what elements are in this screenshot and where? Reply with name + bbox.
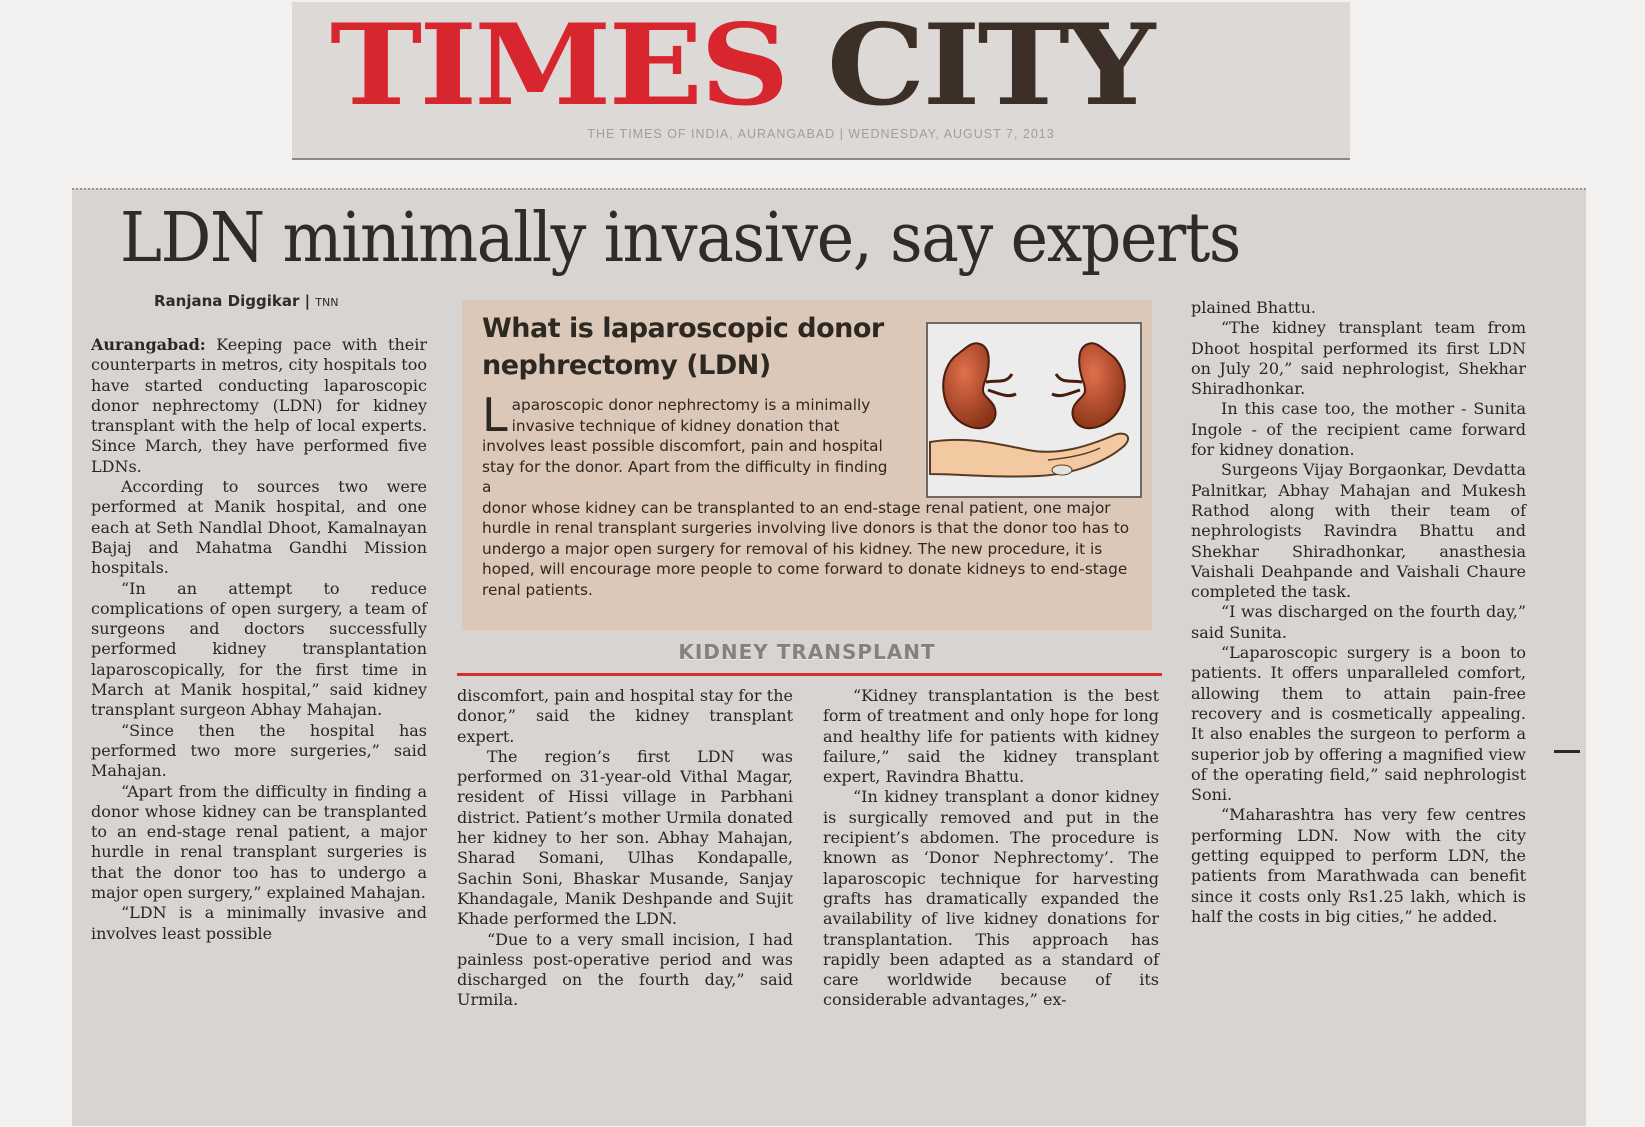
article-column-3 — [823, 686, 1159, 1011]
paragraph: In this case too, the mother - Sunita Ingole - of the recipient came forward for kidney donation. — [1191, 399, 1526, 460]
kidneys-on-hand-icon — [926, 322, 1142, 498]
paragraph: “LDN is a minimally invasive and involves least possible — [91, 903, 427, 943]
masthead — [292, 2, 1350, 160]
article-column-2 — [457, 686, 793, 1011]
paragraph: discomfort, pain and hospital stay for the donor,” said the kidney transplant expert. — [457, 686, 793, 746]
infobox-text-part1: aparoscopic donor nephrectomy is a minimally invasive technique of kidney donation that involves least possible discomfort, pain and hospital stay for the donor. Apart from the difficulty in finding a — [482, 396, 888, 496]
paragraph-text: Keeping pace with their counterparts in metros, city hospitals too have started conducting laparoscopic donor nephrectomy (LDN) for kidney transplant with the help of local experts. Since March, they have performed five LDNs. — [91, 335, 427, 476]
article-column-1 — [91, 335, 427, 944]
drop-cap: L — [482, 388, 508, 442]
byline-agency: TNN — [315, 296, 339, 309]
paragraph: “Kidney transplantation is the best form of treatment and only hope for long and healthy life for patients with kidney failure,” said the kidney transplant expert, Ravindra Bhattu. — [823, 686, 1159, 787]
paragraph: “In kidney transplant a donor kidney is surgically removed and put in the recipient’s abdomen. The procedure is known as ‘Donor Nephrectomy’. The laparoscopic technique for harvesting grafts has dramatically expanded the availability of live kidney donations for transplantation. This approach has rapidly been adapted as a standard of care worldwide because of its considerable advantages,” ex- — [823, 787, 1159, 1010]
paragraph — [91, 335, 427, 477]
paragraph: The region’s first LDN was performed on 31-year-old Vithal Magar, resident of Hissi village in Parbhani district. Patient’s mother Urmila donated her kidney to her son. Abhay Mahajan, Sharad Somani, Ulhas Kondapalle, Sachin Soni, Bhaskar Musande, Sanjay Khandagale, Manik Deshpande and Sujit Khade performed the LDN. — [457, 746, 793, 929]
article-byline: Ranjana Diggikar | TNN — [154, 292, 339, 310]
paragraph: “Since then the hospital has performed two more surgeries,” said Mahajan. — [91, 720, 427, 781]
edge-dash — [1554, 750, 1580, 753]
masthead-word-city: CITY — [826, 0, 1153, 131]
infobox-text-part2: donor whose kidney can be transplanted to an end-stage renal patient, one major hurdle in renal transplant surgeries involving live donors is that the donor too has to undergo a major open surgery for removal of his kidney. The new procedure, it is hoped, will encourage more people to come forward to donate kidneys to end-stage renal patients. — [482, 498, 1130, 599]
infobox-text-wrap — [482, 388, 892, 498]
masthead-dateline: THE TIMES OF INDIA, AURANGABAD | WEDNESDAY, AUGUST 7, 2013 — [587, 127, 1055, 141]
paragraph: “Laparoscopic surgery is a boon to patients. It offers unparalleled comfort, allowing them to attain pain-free recovery and is cosmetically appealing. It also enables the surgeon to perform a superior job by offering a magnified view of the operating field,” said nephrologist Soni. — [1191, 643, 1526, 805]
paragraph: “Maharashtra has very few centres performing LDN. Now with the city getting equipped to perform LDN, the patients from Marathwada can benefit since it costs only Rs1.25 lakh, which is half the costs in big cities,” he added. — [1191, 805, 1526, 926]
paragraph: “The kidney transplant team from Dhoot hospital performed its first LDN on July 20,” said nephrologist, Shekhar Shiradhonkar. — [1191, 318, 1526, 399]
masthead-title — [330, 0, 1330, 138]
paragraph: Surgeons Vijay Borgaonkar, Devdatta Palnitkar, Abhay Mahajan and Mukesh Rathod along with their team of nephrologists Ravindra Bhattu and Shekhar Shiradhonkar, anasthesia Vaishali Deahpande and Vaishali Chaure completed the task. — [1191, 460, 1526, 602]
article-column-4 — [1191, 298, 1526, 927]
paragraph: “In an attempt to reduce complications of open surgery, a team of surgeons and doctors successfully performed kidney transplantation laparoscopically, for the first time in March at Manik hospital,” said kidney transplant surgeon Abhay Mahajan. — [91, 578, 427, 720]
byline-author: Ranjana Diggikar — [154, 292, 300, 310]
section-caption: KIDNEY TRANSPLANT — [678, 640, 936, 664]
paragraph: “Apart from the difficulty in finding a donor whose kidney can be transplanted to an end-stage renal patient, a major hurdle in renal transplant surgeries is that the donor too has to undergo a major open surgery,” explained Mahajan. — [91, 781, 427, 903]
infobox-title: What is laparoscopic donor nephrectomy (LDN) — [482, 313, 884, 381]
section-rule — [457, 673, 1162, 676]
dateline: Aurangabad: — [91, 335, 206, 354]
paragraph: plained Bhattu. — [1191, 298, 1316, 317]
paragraph: “Due to a very small incision, I had painless post-operative period and was discharged on the fourth day,” said Urmila. — [457, 929, 793, 1010]
article-headline: LDN minimally invasive, say experts — [120, 199, 1240, 278]
masthead-word-times: TIMES — [330, 0, 787, 131]
paragraph: According to sources two were performed at Manik hospital, and one each at Seth Nandlal Dhoot, Kamalnayan Bajaj and Mahatma Gandhi Mission hospitals. — [91, 477, 427, 578]
paragraph: “I was discharged on the fourth day,” said Sunita. — [1191, 602, 1526, 642]
